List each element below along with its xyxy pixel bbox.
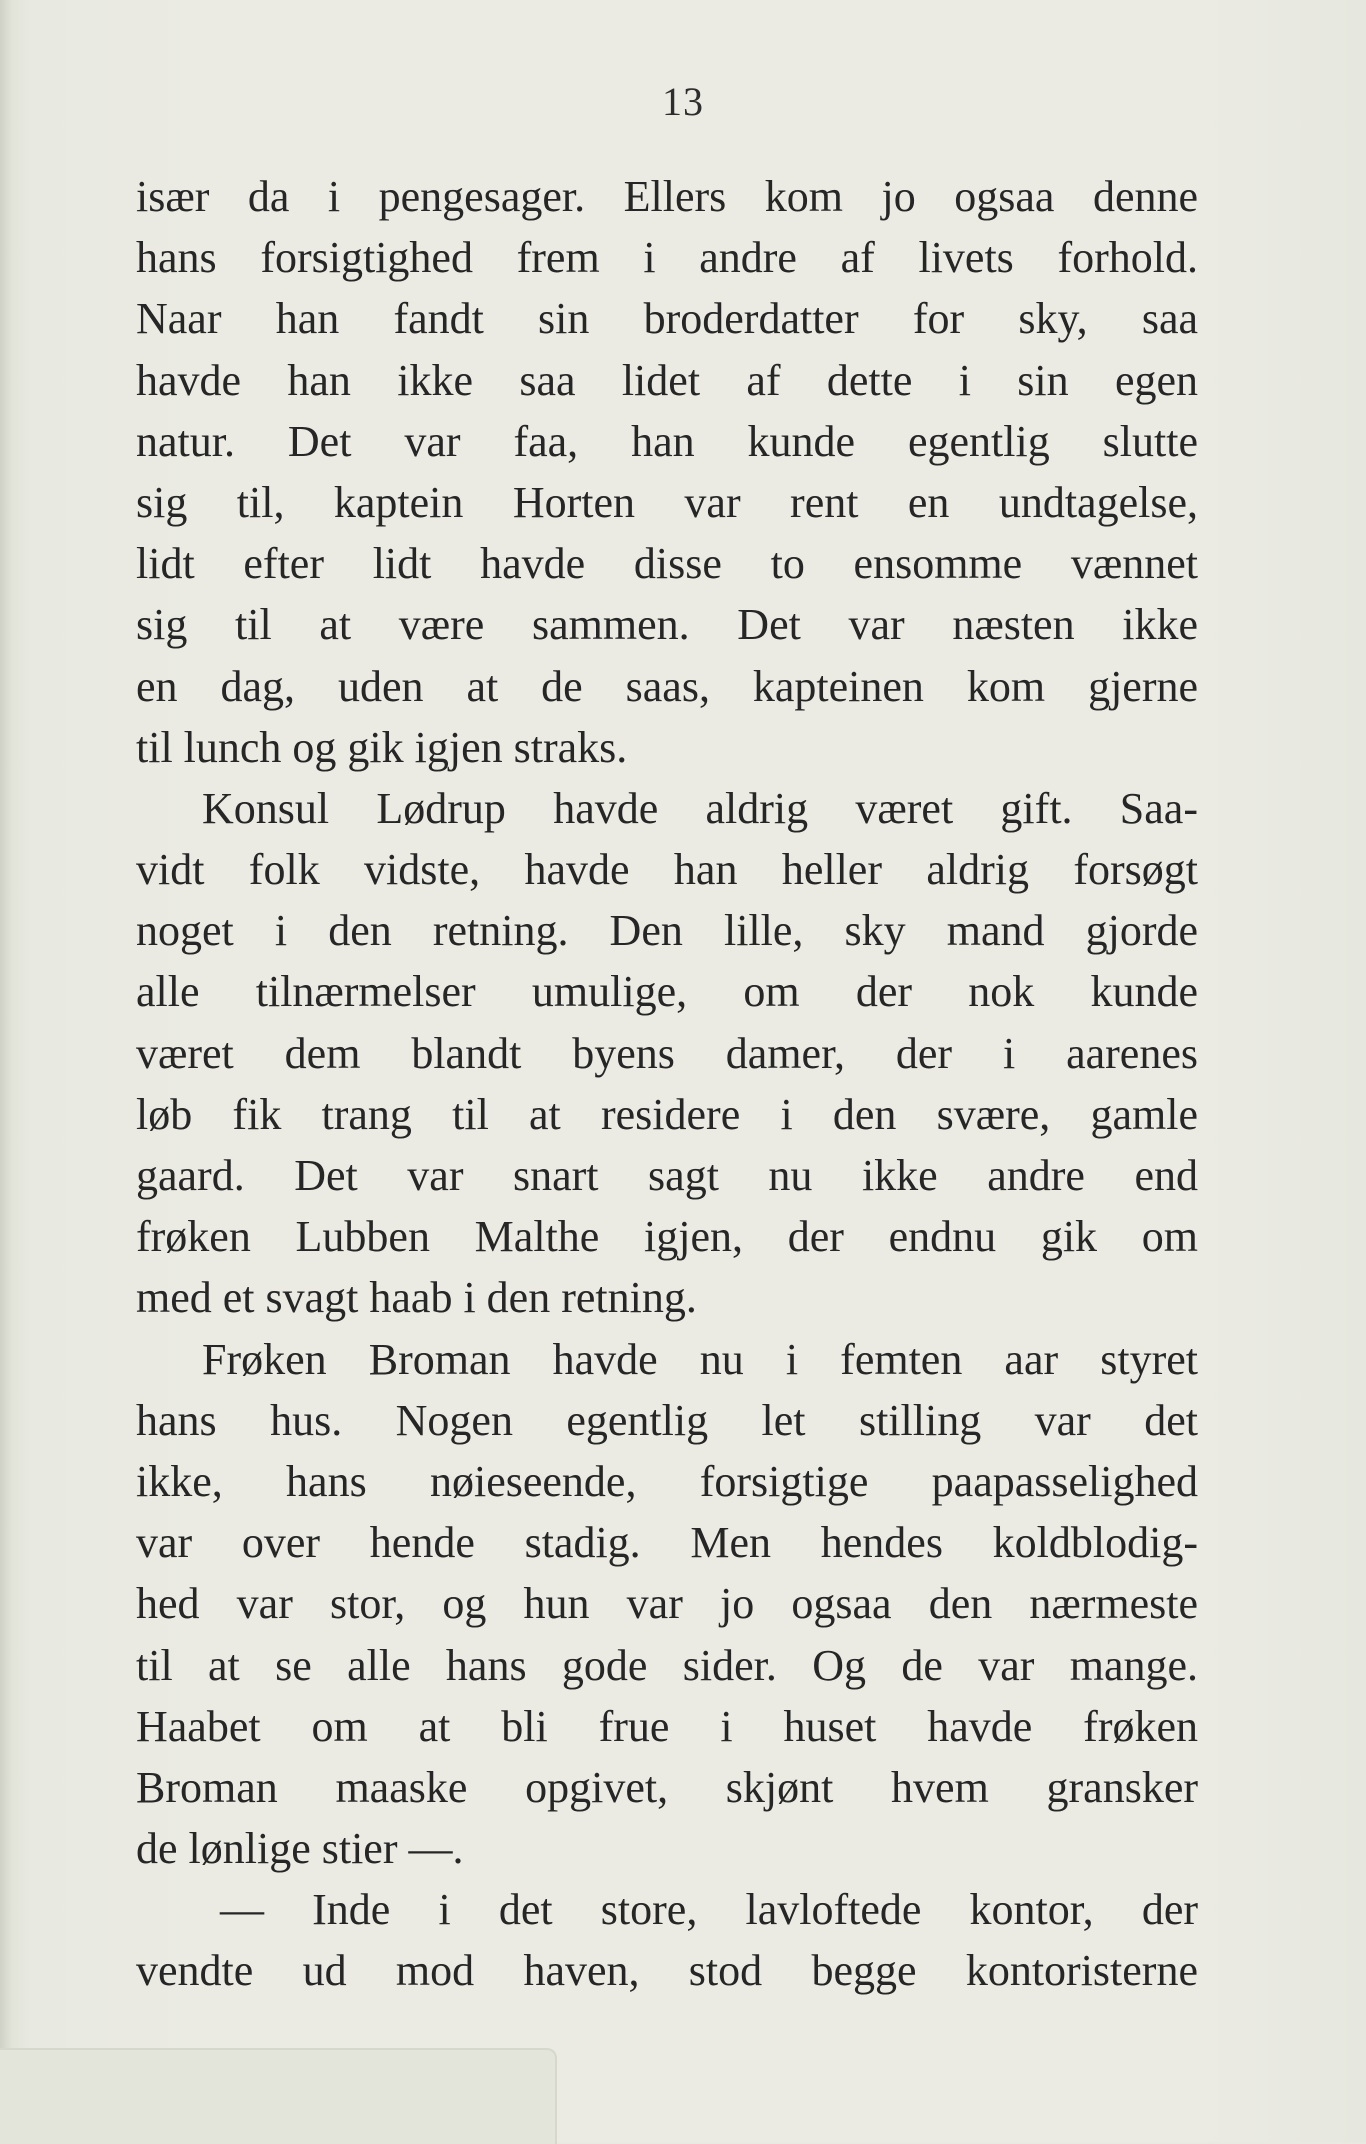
- text-line: natur. Det var faa, han kunde egentlig slutte: [136, 416, 1198, 466]
- text-line: sig til, kaptein Horten var rent en undtagelse,: [136, 477, 1198, 527]
- text-line: frøken Lubben Malthe igjen, der endnu gik om: [136, 1212, 1198, 1262]
- text-line: til lunch og gik igjen straks.: [136, 722, 628, 772]
- text-line: var over hende stadig. Men hendes koldblodig-: [136, 1518, 1198, 1568]
- text-line: Broman maaske opgivet, skjønt hvem gransker: [136, 1762, 1198, 1812]
- text-line: — Inde i det store, lavloftede kontor, der: [220, 1885, 1198, 1935]
- page-spine-edge: [0, 0, 12, 2142]
- text-line: sig til at være sammen. Det var næsten ikke: [136, 600, 1198, 650]
- text-line: med et svagt haab i den retning.: [136, 1273, 697, 1323]
- text-line: været dem blandt byens damer, der i aarenes: [136, 1028, 1198, 1078]
- text-line: vidt folk vidste, havde han heller aldrig forsøgt: [136, 845, 1198, 895]
- text-line: især da i pengesager. Ellers kom jo ogsaa denne: [136, 172, 1198, 221]
- text-line: Naar han fandt sin broderdatter for sky, saa: [136, 294, 1198, 344]
- body-text: [136, 166, 1198, 2002]
- text-line: lidt efter lidt havde disse to ensomme vænnet: [136, 539, 1198, 589]
- text-line: Haabet om at bli frue i huset havde frøken: [136, 1701, 1198, 1751]
- page-fold-edge: [0, 2048, 557, 2144]
- text-line: Frøken Broman havde nu i femten aar styret: [202, 1334, 1198, 1384]
- text-line: hed var stor, og hun var jo ogsaa den nærmeste: [136, 1579, 1198, 1629]
- text-line: løb fik trang til at residere i den svære, gamle: [136, 1089, 1198, 1139]
- text-line: til at se alle hans gode sider. Og de var mange.: [136, 1640, 1198, 1690]
- text-line: alle tilnærmelser umulige, om der nok kunde: [136, 967, 1198, 1017]
- text-line: ikke, hans nøieseende, forsigtige paapasselighed: [136, 1456, 1198, 1506]
- text-line: de lønlige stier —.: [136, 1824, 464, 1874]
- text-line: en dag, uden at de saas, kapteinen kom gjerne: [136, 661, 1198, 711]
- text-line: Konsul Lødrup havde aldrig været gift. Saa-: [202, 783, 1198, 833]
- text-line: noget i den retning. Den lille, sky mand gjorde: [136, 906, 1198, 956]
- text-line: hans forsigtighed frem i andre af livets forhold.: [136, 233, 1198, 283]
- page-number: 13: [662, 79, 704, 124]
- text-line: gaard. Det var snart sagt nu ikke andre end: [136, 1151, 1198, 1200]
- text-line: havde han ikke saa lidet af dette i sin egen: [136, 355, 1198, 405]
- text-line: hans hus. Nogen egentlig let stilling var det: [136, 1395, 1198, 1445]
- text-line: vendte ud mod haven, stod begge kontoristerne: [136, 1946, 1198, 1996]
